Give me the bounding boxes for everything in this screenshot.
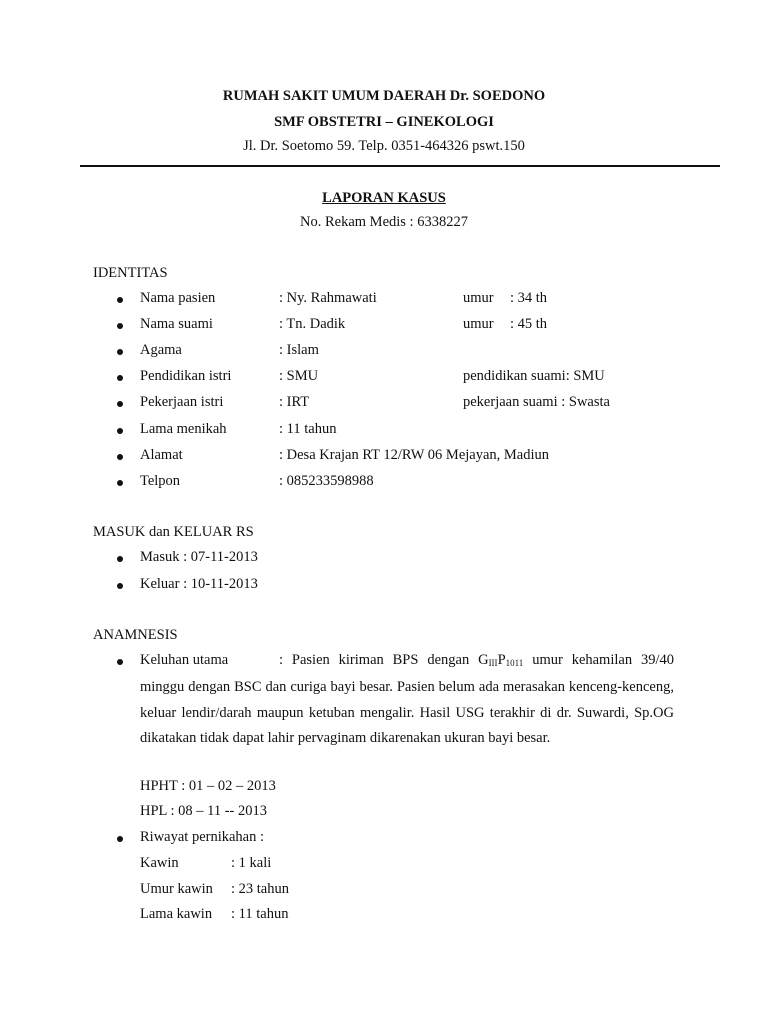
marriage-row-value: : 11 tahun xyxy=(231,906,289,922)
identity-extra-label: umur xyxy=(463,316,494,332)
identity-extra-value: : 34 th xyxy=(510,290,548,306)
bullet-icon xyxy=(117,323,123,329)
complaint-label: Keluhan utama xyxy=(140,652,229,668)
complaint-body: minggu dengan BSC dan curiga bayi besar. Pasien belum ada merasakan kenceng-kenceng, keluar lendir/darah maupun ketuban mengalir. Hasil USG terakhir di dr. Suwardi, Sp.OG dikatakan tidak dapat lahir pervaginam dikarenakan ukuran bayi besar. xyxy=(140,679,674,747)
identity-value: : Ny. Rahmawati xyxy=(279,290,377,306)
bullet-icon xyxy=(117,556,123,562)
identity-label: Agama xyxy=(140,342,182,358)
identity-label: Lama menikah xyxy=(140,421,227,437)
hospital-name: RUMAH SAKIT UMUM DAERAH Dr. SOEDONO xyxy=(222,88,546,104)
identity-extra-text: pekerjaan suami : Swasta xyxy=(463,394,610,410)
identity-label: Nama pasien xyxy=(140,290,216,306)
marriage-row-label: Umur kawin xyxy=(140,881,213,897)
bullet-icon xyxy=(117,836,123,842)
identity-value: : Islam xyxy=(279,342,319,358)
identity-value: : Desa Krajan RT 12/RW 06 Mejayan, Madiun xyxy=(279,447,550,463)
parity-subscript: 1011 xyxy=(505,658,524,668)
identity-value: : 085233598988 xyxy=(279,473,374,489)
bullet-icon xyxy=(117,659,123,665)
record-number: No. Rekam Medis : 6338227 xyxy=(300,214,468,230)
admission-item: Masuk : 07-11-2013 xyxy=(140,549,258,565)
hpht-line: HPHT : 01 – 02 – 2013 xyxy=(140,778,276,794)
identity-extra-label: umur xyxy=(463,290,494,306)
complaint-first-rest: umur kehamilan 39/40 xyxy=(523,652,674,668)
identity-label: Pendidikan istri xyxy=(140,368,232,384)
bullet-icon xyxy=(117,349,123,355)
discharge-item: Keluar : 10-11-2013 xyxy=(140,576,258,592)
identity-value: : SMU xyxy=(279,368,319,384)
marriage-row-value: : 1 kali xyxy=(231,855,272,871)
bullet-icon xyxy=(117,297,123,303)
marriage-row-label: Lama kawin xyxy=(140,906,213,922)
identity-label: Nama suami xyxy=(140,316,213,332)
report-title-wrap xyxy=(0,190,768,207)
identity-value: : Tn. Dadik xyxy=(279,316,346,332)
header-divider xyxy=(80,165,720,167)
bullet-icon xyxy=(117,401,123,407)
complaint-prefix: : Pasien kiriman BPS dengan G xyxy=(279,652,489,668)
marriage-history-label: Riwayat pernikahan : xyxy=(140,829,265,845)
bullet-icon xyxy=(117,428,123,434)
identity-label: Pekerjaan istri xyxy=(140,394,224,410)
gravida-subscript: III xyxy=(488,658,498,668)
complaint-first-line xyxy=(279,652,674,669)
department-name: SMF OBSTETRI – GINEKOLOGI xyxy=(274,114,494,130)
identity-extra-text: pendidikan suami: SMU xyxy=(463,368,605,384)
identity-heading: IDENTITAS xyxy=(93,265,168,281)
report-title: LAPORAN KASUS xyxy=(322,190,446,206)
bullet-icon xyxy=(117,583,123,589)
marriage-row-label: Kawin xyxy=(140,855,179,871)
identity-value: : IRT xyxy=(279,394,310,410)
admission-heading: MASUK dan KELUAR RS xyxy=(93,524,254,540)
anamnesis-heading: ANAMNESIS xyxy=(93,627,178,643)
marriage-row-value: : 23 tahun xyxy=(231,881,289,897)
identity-label: Telpon xyxy=(140,473,181,489)
identity-value: : 11 tahun xyxy=(279,421,337,437)
bullet-icon xyxy=(117,480,123,486)
parity-letter: P xyxy=(497,652,506,668)
identity-label: Alamat xyxy=(140,447,183,463)
hpl-line: HPL : 08 – 11 -- 2013 xyxy=(140,803,268,819)
bullet-icon xyxy=(117,375,123,381)
identity-extra-value: : 45 th xyxy=(510,316,548,332)
bullet-icon xyxy=(117,454,123,460)
hospital-address: Jl. Dr. Soetomo 59. Telp. 0351-464326 pswt.150 xyxy=(243,138,525,154)
